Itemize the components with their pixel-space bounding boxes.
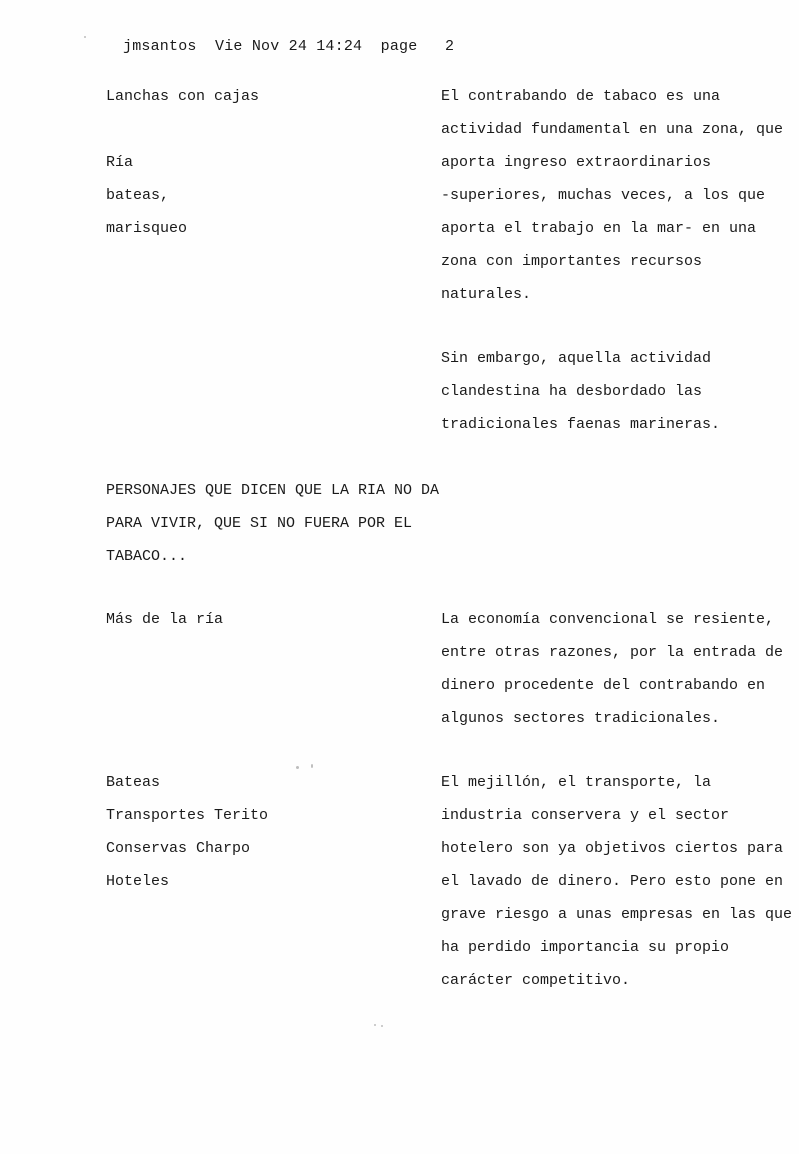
right-column-block-4	[441, 603, 786, 735]
scan-speck	[311, 764, 313, 768]
right-line: -superiores, muchas veces, a los que	[441, 187, 766, 204]
left-column-block-3	[106, 474, 440, 573]
right-line: algunos sectores tradicionales.	[441, 710, 721, 727]
right-line: industria conservera y el sector	[441, 807, 730, 824]
left-line: PERSONAJES QUE DICEN QUE LA RIA NO DA	[106, 482, 440, 499]
right-line: El mejillón, el transporte, la	[441, 774, 712, 791]
right-line: zona con importantes recursos	[441, 253, 703, 270]
right-line: El contrabando de tabaco es una	[441, 88, 721, 105]
right-line: aporta ingreso extraordinarios	[441, 154, 712, 171]
right-line: grave riesgo a unas empresas en las que	[441, 906, 793, 923]
right-line: el lavado de dinero. Pero esto pone en	[441, 873, 784, 890]
right-line: hotelero son ya objetivos ciertos para	[441, 840, 784, 857]
left-column-block-4	[106, 603, 426, 636]
right-line: carácter competitivo.	[441, 972, 631, 989]
right-line: entre otras razones, por la entrada de	[441, 644, 784, 661]
left-line: Más de la ría	[106, 611, 224, 628]
left-column-block-5	[106, 766, 426, 898]
right-line: Sin embargo, aquella actividad	[441, 350, 712, 367]
right-line: actividad fundamental en una zona, que	[441, 121, 784, 138]
scan-speck	[84, 36, 86, 38]
left-line: PARA VIVIR, QUE SI NO FUERA POR EL	[106, 515, 413, 532]
left-line: Ría	[106, 154, 134, 171]
right-line: clandestina ha desbordado las	[441, 383, 703, 400]
scan-speck	[381, 1025, 383, 1027]
right-column-block-2	[441, 342, 786, 441]
left-line: marisqueo	[106, 220, 188, 237]
left-line: Bateas	[106, 774, 161, 791]
right-column-block-1	[441, 80, 786, 311]
right-line: La economía convencional se resiente,	[441, 611, 775, 628]
right-line: dinero procedente del contrabando en	[441, 677, 766, 694]
right-line: tradicionales faenas marineras.	[441, 416, 721, 433]
left-line: Lanchas con cajas	[106, 88, 260, 105]
left-line: bateas,	[106, 187, 170, 204]
left-line	[106, 113, 426, 146]
left-line: TABACO...	[106, 548, 188, 565]
scan-speck	[296, 766, 299, 769]
right-line: naturales.	[441, 286, 532, 303]
right-line: ha perdido importancia su propio	[441, 939, 730, 956]
right-line: aporta el trabajo en la mar- en una	[441, 220, 757, 237]
scan-speck	[374, 1024, 376, 1026]
right-column-block-5	[441, 766, 793, 997]
page-header: jmsantos Vie Nov 24 14:24 page 2	[123, 38, 455, 55]
left-column-block-1	[106, 80, 426, 245]
left-line: Transportes Terito	[106, 807, 269, 824]
left-line: Hoteles	[106, 873, 170, 890]
left-line: Conservas Charpo	[106, 840, 251, 857]
